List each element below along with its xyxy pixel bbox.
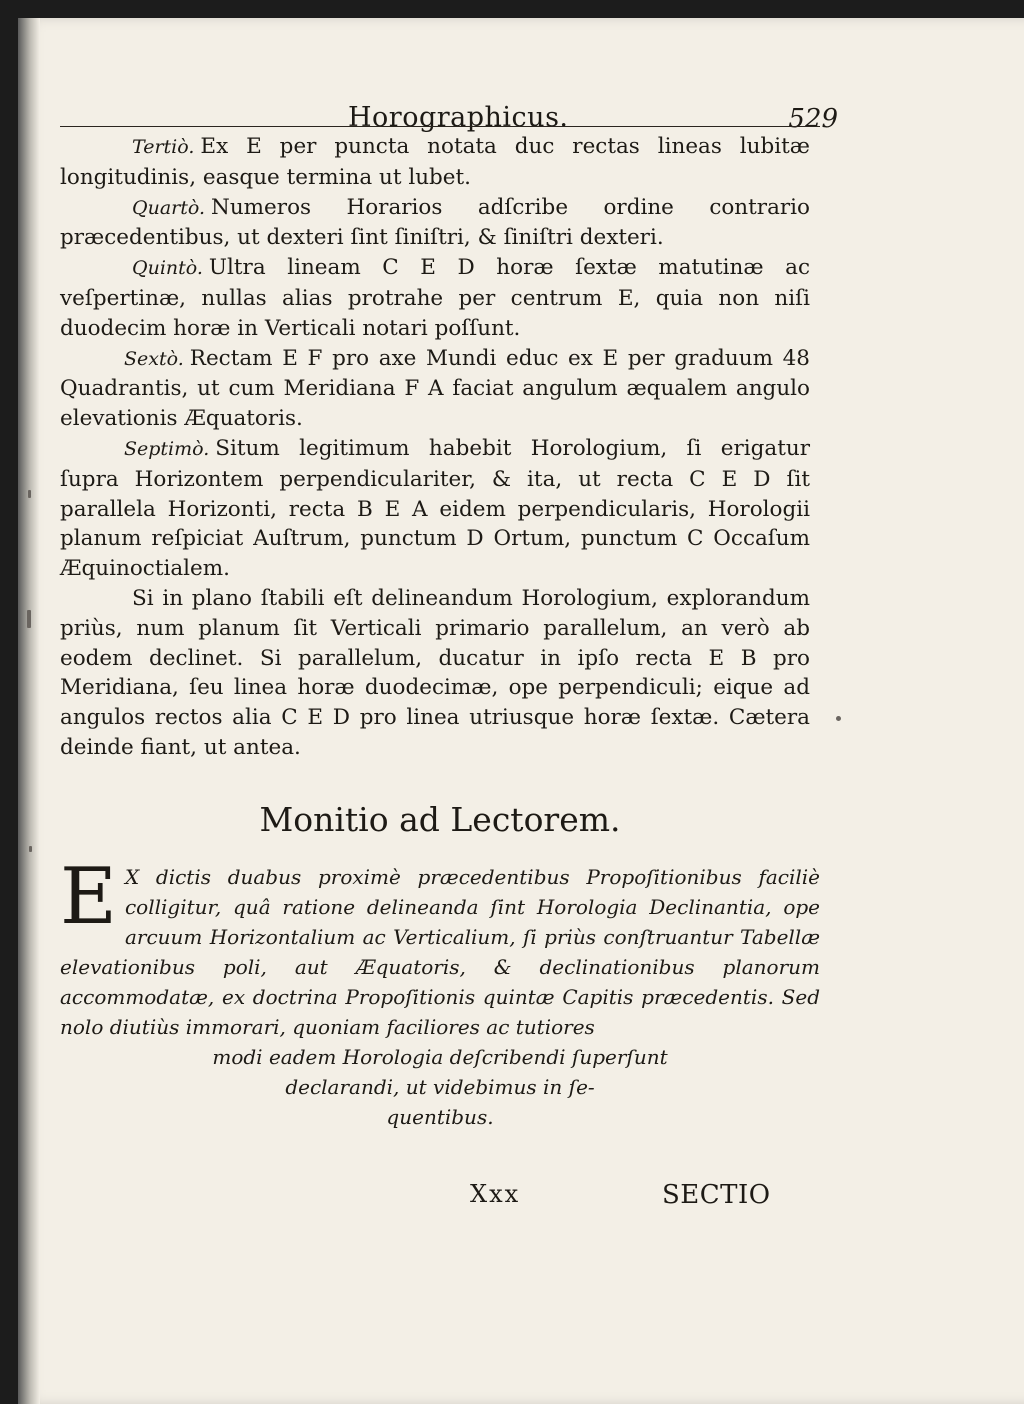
section-heading: Monitio ad Lectorem. [259, 800, 621, 839]
monitio-center-line: quentibus. [386, 1105, 494, 1129]
monitio-paragraph [60, 852, 820, 1042]
paragraph-text: Ultra lineam C E D horæ ſextæ matutinæ ac veſpertinæ, nullas alias protrahe per centrum E, quia non niſi duodecim horæ in Verticali notari poſſunt. [60, 255, 810, 341]
bleed-mark [29, 846, 32, 852]
paragraph-text: Si in plano ſtabili eſt delineandum Horologium, explorandum priùs, num planum ſit Verticali primario parallelum, an verò ab eodem declinet. Si parallelum, ducatur in ipſo recta E B pro Meridiana, ſeu linea horæ duodecimæ, ope perpendiculi; eique ad angulos rectos alia C E D pro linea utriusque horæ ſextæ. Cætera deinde fiant, ut antea. [60, 585, 810, 760]
bleed-mark [27, 610, 31, 628]
bleed-mark [28, 490, 31, 498]
monitio-center-line: declarandi, ut videbimus in ſe- [285, 1075, 595, 1099]
paragraph-septimo [60, 434, 810, 584]
paragraph-lead: Sextò. [124, 347, 184, 370]
signature-mark: Xxx [470, 1180, 521, 1208]
header-title: Horographicus. [348, 102, 569, 133]
monitio-text [60, 852, 820, 1132]
paragraph-text: Rectam E F pro axe Mundi educ ex E per graduum 48 Quadrantis, ut cum Meridiana F A faciat angulum æqualem angulo elevationis Æquatoris. [60, 345, 810, 432]
catchword: SECTIO [662, 1180, 771, 1210]
page-gutter-shadow [18, 18, 40, 1404]
paragraph-text: Numeros Horarios adſcribe ordine contrario præcedentibus, ut dexteri ſint ſiniſtri, & ſiniſtri dexteri. [60, 194, 810, 251]
paragraph-text: Ex E per puncta notata duc rectas lineas lubitæ longitudinis, easque termina ut lubet. [60, 134, 810, 190]
paragraph-text: Situm legitimum habebit Horologium, ſi erigatur ſupra Horizontem perpendiculariter, & ita, ut recta C E D ſit parallela Horizonti, recta B E A eidem perpendicularis, Horologii planum reſpiciat Auſtrum, punctum D Ortum, punctum C Occaſum Æquinoctialem. [60, 435, 810, 582]
monitio-body: X dictis duabus proximè præcedentibus Propoſitionibus faciliè colligitur, quâ ratione delineanda ſint Horologia Declinantia, ope arcuum Horizontalium ac Verticalium, ſi priùs conſtruantur Tabellæ elevationibus poli, aut Æquatoris, & declinationibus planorum accommodatæ, ex doctrina Propoſitionis quintæ Capitis præcedentis. Sed nolo diutiùs immorari, quoniam faciliores ac tutiores [60, 865, 820, 1039]
paragraph-plano-stabili [60, 584, 810, 763]
paragraph-tertio [60, 132, 810, 193]
paragraph-lead: Quintò. [132, 257, 203, 280]
paragraph-lead: Quartò. [132, 196, 206, 219]
bleed-mark [836, 716, 841, 721]
paragraph-quinto [60, 253, 810, 343]
paragraph-quarto [60, 193, 810, 254]
paragraph-lead: Tertiò. [132, 136, 195, 158]
header-rule [60, 126, 820, 127]
body-text [60, 132, 810, 763]
page-number: 529 [788, 104, 838, 134]
paragraph-sexto [60, 344, 810, 434]
monitio-center-line: modi eadem Horologia deſcribendi ſuperſunt [212, 1045, 668, 1069]
paragraph-lead: Septimò. [124, 437, 210, 460]
drop-cap: E [60, 852, 117, 942]
running-header [78, 96, 838, 136]
